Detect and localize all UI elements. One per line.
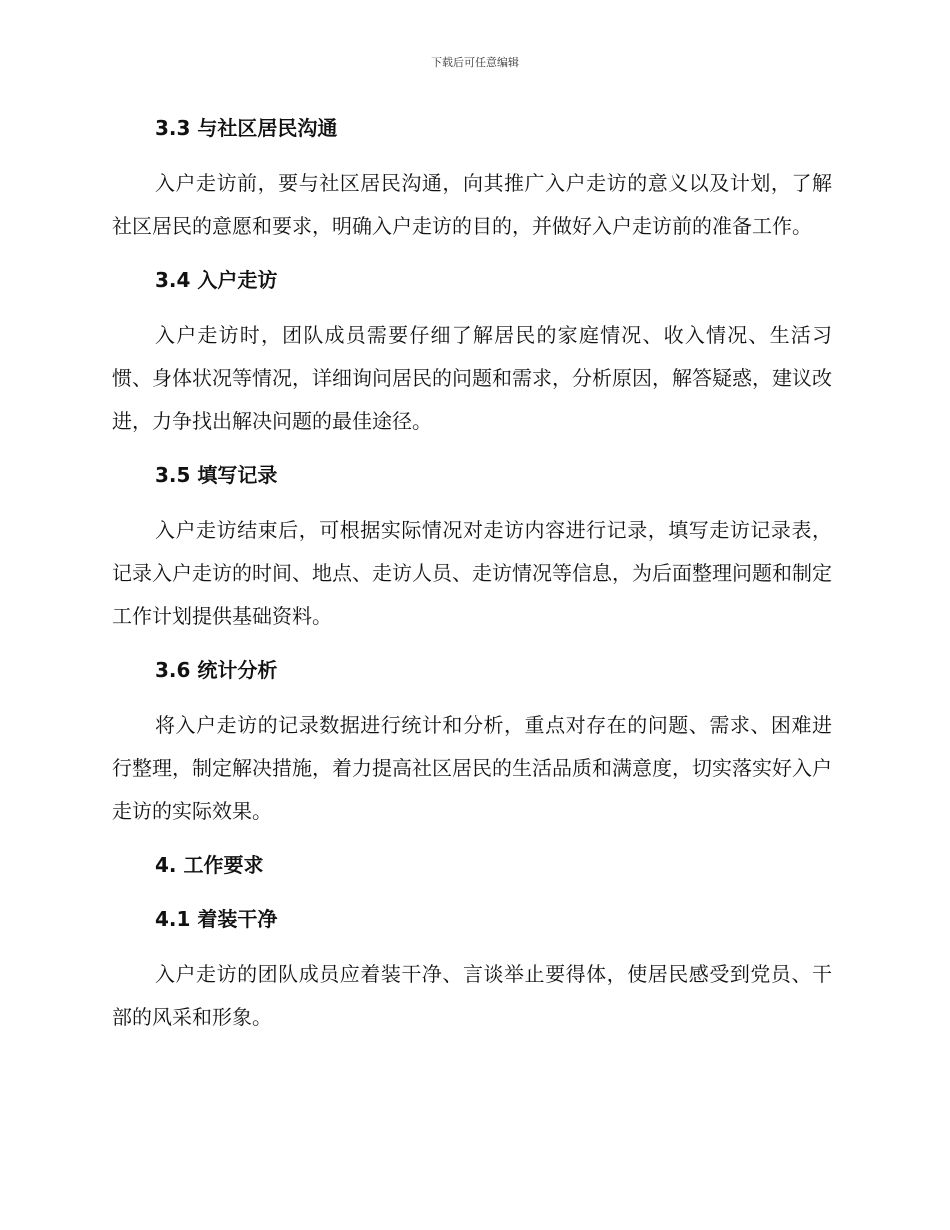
section-body-3-5: 入户走访结束后，可根据实际情况对走访内容进行记录，填写走访记录表，记录入户走访的时间、地点、走访人员、走访情况等信息，为后面整理问题和制定工作计划提供基础资料。 [112,518,832,628]
section-body-3-3: 入户走访前，要与社区居民沟通，向其推广入户走访的意义以及计划，了解社区居民的意愿和要求，明确入户走访的目的，并做好入户走访前的准备工作。 [112,171,832,238]
section-heading-3-5: 3.5 填写记录 [155,463,278,487]
section-body-3-4: 入户走访时，团队成员需要仔细了解居民的家庭情况、收入情况、生活习惯、身体状况等情况，详细询问居民的问题和需求，分析原因，解答疑惑，建议改进，力争找出解决问题的最佳途径。 [112,323,832,433]
section-heading-4-1: 4.1 着装干净 [155,907,278,931]
document-body [112,108,832,1039]
section-heading-3-6: 3.6 统计分析 [155,658,278,682]
page-header: 下载后可任意编辑 [431,56,519,69]
section-heading-3-3: 3.3 与社区居民沟通 [155,116,338,140]
section-heading-3-4: 3.4 入户走访 [155,268,278,292]
section-body-3-6: 将入户走访的记录数据进行统计和分析，重点对存在的问题、需求、困难进行整理，制定解决措施，着力提高社区居民的生活品质和满意度，切实落实好入户走访的实际效果。 [112,713,832,823]
section-body-4-1: 入户走访的团队成员应着装干净、言谈举止要得体，使居民感受到党员、干部的风采和形象。 [112,962,832,1029]
section-heading-4: 4. 工作要求 [155,853,264,877]
